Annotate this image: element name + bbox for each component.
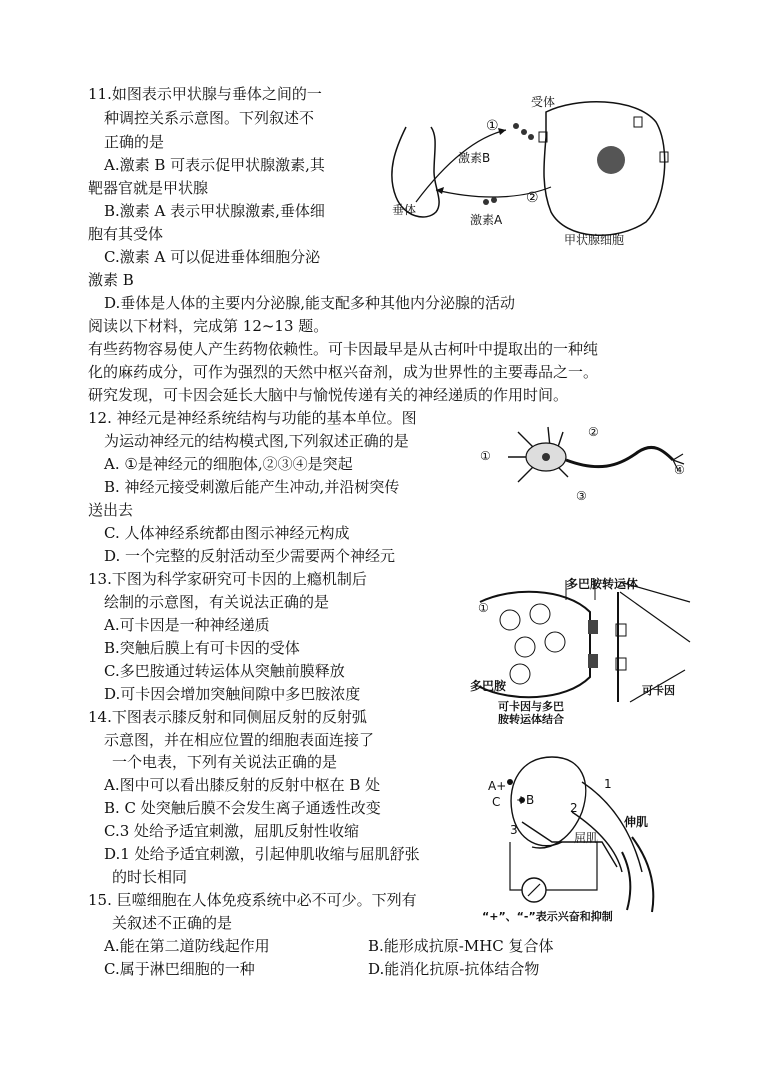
axon <box>566 447 673 466</box>
pituitary-label: 垂体 <box>392 203 417 217</box>
label-2: 2 <box>570 801 578 815</box>
sign-note: “+”、“-”表示兴奋和抑制 <box>482 910 613 923</box>
flexor-label: 屈肌 <box>574 831 599 845</box>
q12-stem-2: 为运动神经元的结构模式图,下列叙述正确的是 <box>104 432 409 450</box>
q14-stem-1: 14.下图表示膝反射和同侧屈反射的反射弧 <box>88 708 367 726</box>
q13-option-c: C.多巴胺通过转运体从突触前膜释放 <box>104 662 345 680</box>
b-plus-label: +B <box>516 793 535 807</box>
q11-option-b: B.激素 A 表示甲状腺激素,垂体细 <box>104 202 325 220</box>
q11-stem-1: 11.如图表示甲状腺与垂体之间的一 <box>88 85 322 103</box>
synapse-label-1: ① <box>478 601 489 615</box>
arrow-hormone-b <box>416 130 506 202</box>
receptor-label: 受体 <box>531 95 556 109</box>
extensor-label: 伸肌 <box>624 815 649 829</box>
q15-option-c: C.属于淋巴细胞的一种 <box>104 960 255 978</box>
q14-reflex-figure <box>482 742 682 924</box>
q13-option-b: B.突触后膜上有可卡因的受体 <box>104 639 300 657</box>
q11-option-a: A.激素 B 可表示促甲状腺激素,其 <box>104 156 325 174</box>
q13-stem-2: 绘制的示意图，有关说法正确的是 <box>104 593 330 611</box>
q14-option-b: B. C 处突触后膜不会发生离子通透性改变 <box>104 799 381 817</box>
reading-intro: 阅读以下材料，完成第 12~13 题。 <box>88 317 329 335</box>
q15-stem-2: 关叙述不正确的是 <box>112 914 233 932</box>
binding-label-2: 胺转运体结合 <box>498 713 564 724</box>
a-plus-label: A+ <box>488 779 507 793</box>
binding-label-1: 可卡因与多巴 <box>498 700 564 713</box>
hormone-b-label: 激素B <box>458 151 491 165</box>
reading-line-2: 化的麻药成分，可作为强烈的天然中枢兴奋剂，成为世界性的主要毒品之一。 <box>88 363 599 381</box>
arrow-label-2: ② <box>526 190 539 206</box>
q14-option-a: A.图中可以看出膝反射的反射中枢在 B 处 <box>104 776 381 794</box>
dopamine-label: 多巴胺 <box>470 679 507 693</box>
q14-option-c: C.3 处给予适宜刺激，屈肌反射性收缩 <box>104 822 360 840</box>
q11-option-d: D.垂体是人体的主要内分泌腺,能支配多种其他内分泌腺的活动 <box>104 294 516 312</box>
q12-option-b-cont: 送出去 <box>88 501 134 519</box>
q15-option-d: D.能消化抗原-抗体结合物 <box>368 960 540 978</box>
q11-stem-3: 正确的是 <box>104 133 165 151</box>
q15-option-a: A.能在第二道防线起作用 <box>104 937 270 955</box>
arrow-label-1: ① <box>486 118 499 134</box>
q11-option-b-cont: 胞有其受体 <box>88 225 164 243</box>
q14-stem-2: 示意图，并在相应位置的细胞表面连接了 <box>104 731 375 749</box>
transporter-label: 多巴胺转运体 <box>566 577 639 591</box>
q13-stem-1: 13.下图为科学家研究可卡因的上瘾机制后 <box>88 570 367 588</box>
q13-option-d: D.可卡因会增加突触间隙中多巴胺浓度 <box>104 685 361 703</box>
q12-option-b: B. 神经元接受刺激后能产生冲动,并沿树突传 <box>104 478 400 496</box>
neuron-label-4: ④ <box>674 463 685 477</box>
q12-option-d: D. 一个完整的反射活动至少需要两个神经元 <box>104 547 396 565</box>
reading-line-1: 有些药物容易使人产生药物依赖性。可卡因最早是从古柯叶中提取出的一种纯 <box>88 340 599 358</box>
arrow-head-b <box>498 128 506 135</box>
q12-option-a: A. ①是神经元的细胞体,②③④是突起 <box>104 455 353 473</box>
q15-option-b: B.能形成抗原-MHC 复合体 <box>368 937 554 955</box>
q11-figure <box>376 92 676 254</box>
q14-option-d-cont: 的时长相同 <box>112 868 188 886</box>
q14-stem-3: 一个电表，下列有关说法正确的是 <box>112 753 338 771</box>
neuron-label-1: ① <box>480 449 491 463</box>
neuron-label-2: ② <box>588 425 599 439</box>
q11-option-a-cont: 靶器官就是甲状腺 <box>88 179 209 197</box>
q11-option-c: C.激素 A 可以促进垂体细胞分泌 <box>104 248 321 266</box>
reading-line-3: 研究发现，可卡因会延长大脑中与愉悦传递有关的神经递质的作用时间。 <box>88 386 569 404</box>
q15-stem-1: 15. 巨噬细胞在人体免疫系统中必不可少。下列有 <box>88 891 417 909</box>
c-label: C <box>492 795 501 809</box>
thyroid-label: 甲状腺细胞 <box>564 233 625 247</box>
nucleus <box>597 146 625 174</box>
q12-neuron-figure <box>478 412 690 512</box>
q11-stem-2: 种调控关系示意图。下列叙述不 <box>104 109 315 127</box>
q14-option-d: D.1 处给予适宜刺激，引起伸肌收缩与屈肌舒张 <box>104 845 420 863</box>
cocaine-label: 可卡因 <box>642 684 675 697</box>
q12-option-c: C. 人体神经系统都由图示神经元构成 <box>104 524 350 542</box>
neuron-label-3: ③ <box>576 489 587 503</box>
label-1: 1 <box>604 777 612 791</box>
q13-option-a: A.可卡因是一种神经递质 <box>104 616 270 634</box>
label-3: 3 <box>510 823 518 837</box>
q13-synapse-figure <box>470 572 696 724</box>
q11-option-c-cont: 激素 B <box>88 271 134 289</box>
q12-stem-1: 12. 神经元是神经系统结构与功能的基本单位。图 <box>88 409 417 427</box>
hormone-a-label: 激素A <box>470 213 503 227</box>
